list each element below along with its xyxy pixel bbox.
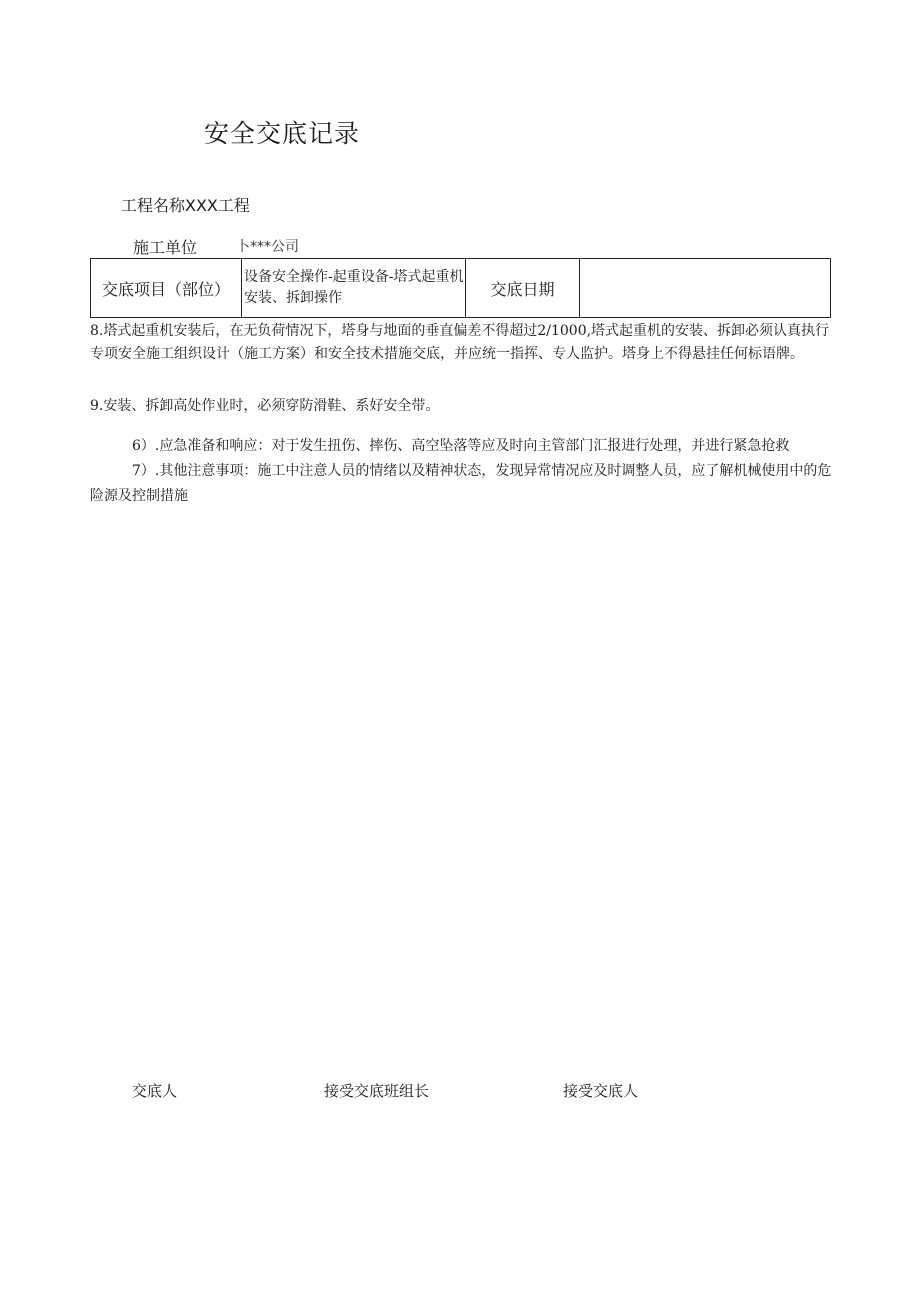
paragraph-item-8: 8.塔式起重机安装后，在无负荷情况下，塔身与地面的垂直偏差不得超过2/1000,塔式起重机的安装、拆卸必须认真执行专项安全施工组织设计（施工方案）和安全技术措施交底，并应统一指挥、专人监护。塔身上不得悬挂任何标语牌。 <box>90 323 830 362</box>
disclosure-info-table <box>90 258 831 318</box>
paragraph-other-notes: 7）.其他注意事项：施工中注意人员的情绪以及精神状态，发现异常情况应及时调整人员，应了解机械使用中的危险源及控制措施 <box>90 463 832 504</box>
paragraph-item-9: 9.安装、拆卸高处作业时，必须穿防滑鞋、系好安全带。 <box>90 398 440 414</box>
disclosure-item-value: 设备安全操作-起重设备-塔式起重机安装、拆卸操作 <box>242 259 466 318</box>
signature-team-leader: 接受交底班组长 <box>324 1082 430 1100</box>
paragraph-emergency-response: 6）.应急准备和响应：对于发生扭伤、摔伤、高空坠落等应及时向主管部门汇报进行处理，并进行紧急抢救 <box>132 438 790 454</box>
disclosure-item-label: 交底项目（部位） <box>91 259 242 318</box>
disclosure-date-value <box>580 259 831 318</box>
table-row <box>91 259 831 318</box>
project-name: 工程名称XXX工程 <box>121 196 250 215</box>
disclosure-date-label: 交底日期 <box>466 259 580 318</box>
signature-discloser: 交底人 <box>132 1082 178 1100</box>
signature-receiver: 接受交底人 <box>563 1082 639 1100</box>
document-title: 安全交底记录 <box>204 119 361 148</box>
construction-unit-value: 卜***公司 <box>236 239 299 255</box>
construction-unit-label: 施工单位 <box>133 238 198 257</box>
